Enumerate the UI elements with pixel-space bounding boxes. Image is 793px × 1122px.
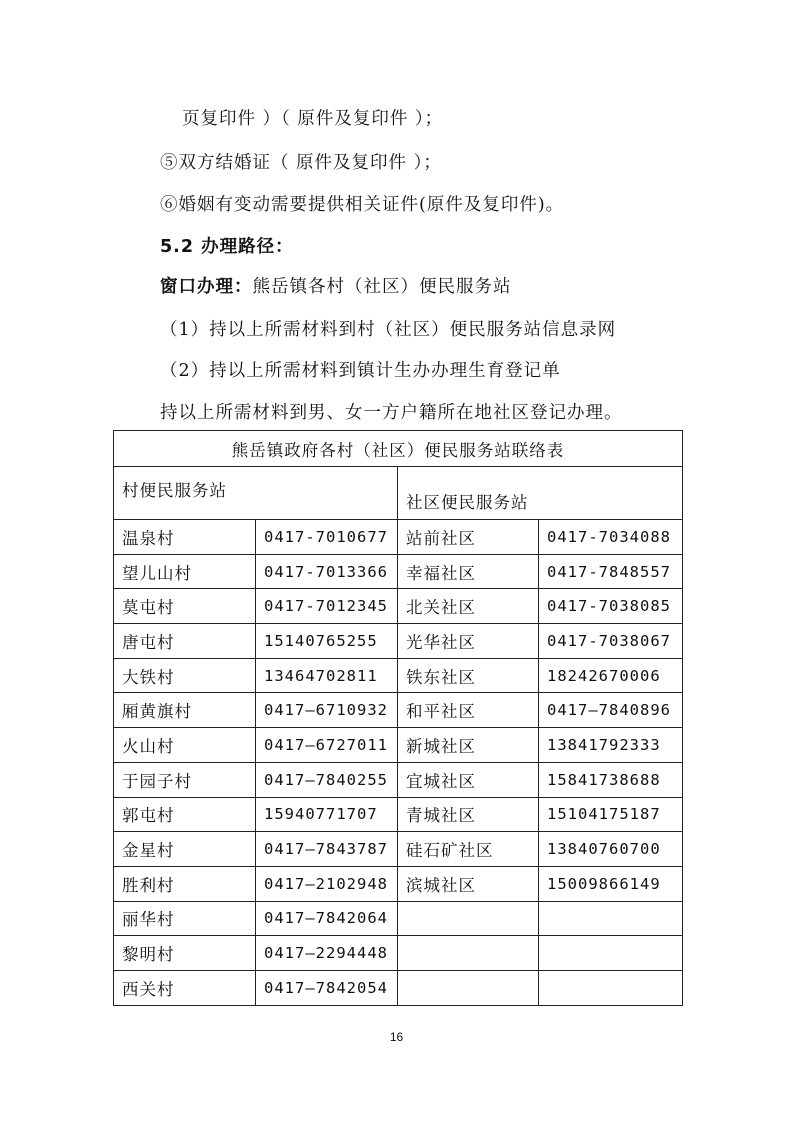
- section-heading: 5.2 办理路径：: [160, 237, 294, 257]
- community-phone: 18242670006: [539, 658, 683, 693]
- table-row: [114, 624, 683, 659]
- village-phone: 15940771707: [256, 797, 398, 832]
- table-row: [114, 589, 683, 624]
- window-label: 窗口办理：: [160, 277, 253, 297]
- community-phone: 0417-7038067: [539, 624, 683, 659]
- community-name: 和平社区: [398, 693, 539, 728]
- community-name: 幸福社区: [398, 554, 539, 589]
- community-phone: 13840760700: [539, 832, 683, 867]
- village-phone: 0417-7010677: [256, 520, 398, 555]
- table-row: [114, 658, 683, 693]
- community-name: 宜城社区: [398, 762, 539, 797]
- table-row: [114, 520, 683, 555]
- community-phone: 0417—7840896: [539, 693, 683, 728]
- contact-table: [113, 430, 683, 1006]
- village-phone: 15140765255: [256, 624, 398, 659]
- village-phone: 0417—7842054: [256, 970, 398, 1005]
- community-name: 硅石矿社区: [398, 832, 539, 867]
- window-line: [160, 273, 512, 298]
- village-name: 火山村: [114, 728, 256, 763]
- table-title-row: [114, 431, 683, 467]
- header-village: 村便民服务站: [114, 467, 398, 520]
- text-line-1: 页复印件 ）（ 原件及复印件 ）；: [182, 109, 444, 129]
- village-name: 丽华村: [114, 901, 256, 936]
- table-header-row: [114, 467, 683, 520]
- table-row: [114, 936, 683, 971]
- page-number: 16: [389, 1030, 404, 1044]
- window-text: 熊岳镇各村（社区）便民服务站: [252, 277, 512, 297]
- community-phone: [539, 936, 683, 971]
- community-phone: 0417-7038085: [539, 589, 683, 624]
- community-phone: [539, 970, 683, 1005]
- village-name: 厢黄旗村: [114, 693, 256, 728]
- table-row: [114, 554, 683, 589]
- community-name: 站前社区: [398, 520, 539, 555]
- table-title: 熊岳镇政府各村（社区）便民服务站联络表: [114, 431, 683, 467]
- community-name: [398, 970, 539, 1005]
- table-row: [114, 693, 683, 728]
- community-name: 铁东社区: [398, 658, 539, 693]
- village-name: 温泉村: [114, 520, 256, 555]
- village-phone: 13464702811: [256, 658, 398, 693]
- village-name: 望儿山村: [114, 554, 256, 589]
- community-phone: 15841738688: [539, 762, 683, 797]
- table-row: [114, 970, 683, 1005]
- village-phone: 0417—2294448: [256, 936, 398, 971]
- village-name: 黎明村: [114, 936, 256, 971]
- step-2: （2）持以上所需材料到镇计生办办理生育登记单: [160, 361, 561, 381]
- village-name: 于园子村: [114, 762, 256, 797]
- village-phone: 0417—7840255: [256, 762, 398, 797]
- village-name: 唐屯村: [114, 624, 256, 659]
- community-phone: 13841792333: [539, 728, 683, 763]
- community-name: 新城社区: [398, 728, 539, 763]
- community-phone: 15104175187: [539, 797, 683, 832]
- table-row: [114, 797, 683, 832]
- community-name: 滨城社区: [398, 866, 539, 901]
- village-phone: 0417—2102948: [256, 866, 398, 901]
- table-row: [114, 866, 683, 901]
- village-phone: 0417—7842064: [256, 901, 398, 936]
- step-1: （1）持以上所需材料到村（社区）便民服务站信息录网: [160, 320, 617, 340]
- community-name: 光华社区: [398, 624, 539, 659]
- village-name: 郭屯村: [114, 797, 256, 832]
- village-phone: 0417-7012345: [256, 589, 398, 624]
- village-phone: 0417—6710932: [256, 693, 398, 728]
- community-phone: [539, 901, 683, 936]
- header-community: 社区便民服务站: [398, 467, 683, 520]
- village-name: 金星村: [114, 832, 256, 867]
- table-row: [114, 832, 683, 867]
- village-name: 西关村: [114, 970, 256, 1005]
- community-phone: 15009866149: [539, 866, 683, 901]
- village-phone: 0417—7843787: [256, 832, 398, 867]
- text-line-2: ⑤双方结婚证（ 原件及复印件 ）；: [160, 153, 442, 173]
- community-phone: 0417-7034088: [539, 520, 683, 555]
- community-name: 青城社区: [398, 797, 539, 832]
- village-name: 大铁村: [114, 658, 256, 693]
- community-name: [398, 901, 539, 936]
- text-line-3: ⑥婚姻有变动需要提供相关证件(原件及复印件)。: [160, 195, 565, 215]
- village-name: 胜利村: [114, 866, 256, 901]
- closing-line: 持以上所需材料到男、女一方户籍所在地社区登记办理。: [160, 403, 623, 423]
- table-row: [114, 762, 683, 797]
- village-phone: 0417-7013366: [256, 554, 398, 589]
- village-phone: 0417—6727011: [256, 728, 398, 763]
- community-phone: 0417-7848557: [539, 554, 683, 589]
- community-name: [398, 936, 539, 971]
- village-name: 莫屯村: [114, 589, 256, 624]
- community-name: 北关社区: [398, 589, 539, 624]
- table-row: [114, 728, 683, 763]
- table-row: [114, 901, 683, 936]
